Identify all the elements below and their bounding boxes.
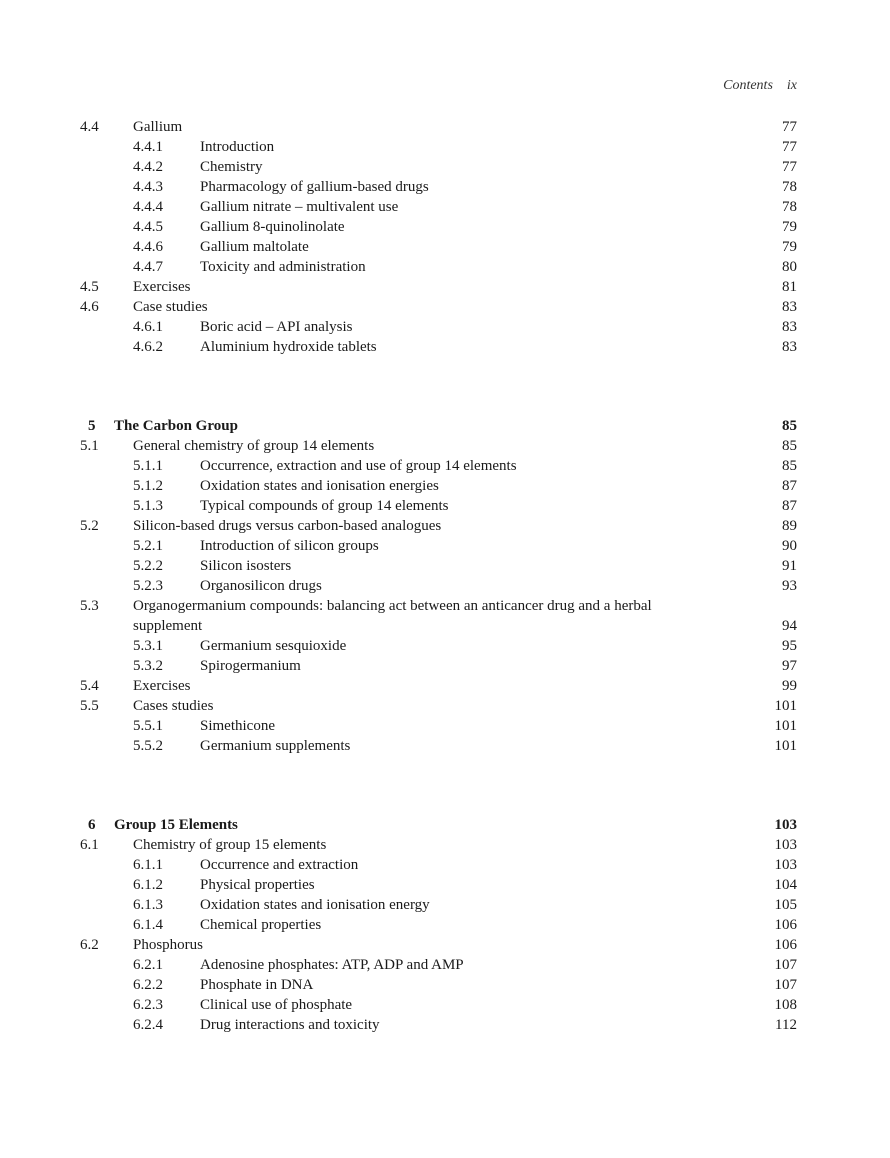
- toc-entry-page: 78: [782, 179, 797, 195]
- toc-entry-title: Drug interactions and toxicity: [200, 1017, 380, 1033]
- toc-entry-page: 83: [782, 319, 797, 335]
- toc-entry[interactable]: [80, 915, 797, 935]
- toc-entry[interactable]: [80, 117, 797, 137]
- toc-entry[interactable]: [80, 596, 797, 616]
- toc-entry[interactable]: [80, 496, 797, 516]
- toc-entry-page: 103: [774, 817, 797, 833]
- toc-entry-page: 85: [782, 438, 797, 454]
- toc-entry[interactable]: [80, 137, 797, 157]
- toc-entry-number: 6.2.4: [133, 1017, 163, 1033]
- toc-entry-page: 101: [774, 698, 797, 714]
- toc-entry-number: 4.4.3: [133, 179, 163, 195]
- running-header-title: Contents: [723, 78, 773, 93]
- toc-entry-number: 4.4: [80, 119, 99, 135]
- toc-entry-page: 106: [774, 917, 797, 933]
- toc-entry-title: Organosilicon drugs: [200, 578, 322, 594]
- toc-entry[interactable]: [80, 955, 797, 975]
- toc-entry-page: 107: [774, 957, 797, 973]
- toc-entry-page: 90: [782, 538, 797, 554]
- toc-entry[interactable]: [80, 935, 797, 955]
- toc-entry-title: Cases studies: [133, 698, 214, 714]
- toc-entry[interactable]: [80, 855, 797, 875]
- toc-entry[interactable]: [80, 516, 797, 536]
- toc-entry-number: 5.1: [80, 438, 99, 454]
- toc-entry-number: 6.1: [80, 837, 99, 853]
- toc-entry-number: 6.1.1: [133, 857, 163, 873]
- toc-chapter-entry[interactable]: [80, 416, 797, 436]
- toc-entry-title: Gallium maltolate: [200, 239, 309, 255]
- toc-entry-number: 5.1.3: [133, 498, 163, 514]
- toc-entry-title: supplement: [133, 618, 203, 634]
- toc-entry-page: 77: [782, 119, 797, 135]
- toc-entry-title: Silicon-based drugs versus carbon-based analogues: [133, 518, 442, 534]
- toc-entry-number: 6.1.3: [133, 897, 163, 913]
- toc-entry-page: 81: [782, 279, 797, 295]
- toc-entry-title: Chemical properties: [200, 917, 322, 933]
- toc-entry-number: 4.4.6: [133, 239, 163, 255]
- toc-entry-number: 5.1.2: [133, 478, 163, 494]
- toc-entry-number: 5.3.2: [133, 658, 163, 674]
- toc-entry-number: 6.2: [80, 937, 99, 953]
- toc-entry[interactable]: [80, 317, 797, 337]
- toc-entry-number: 6.2.3: [133, 997, 163, 1013]
- toc-entry[interactable]: [80, 696, 797, 716]
- toc-entry-page: 79: [782, 219, 797, 235]
- toc-entry[interactable]: [80, 297, 797, 317]
- toc-entry-page: 78: [782, 199, 797, 215]
- toc-entry-title: Adenosine phosphates: ATP, ADP and AMP: [200, 957, 464, 973]
- toc-entry-number: 5.5: [80, 698, 99, 714]
- toc-entry[interactable]: [80, 736, 797, 756]
- toc-entry[interactable]: [80, 636, 797, 656]
- toc-block-chapter-4: [80, 117, 797, 357]
- toc-entry-number: 5.3: [80, 598, 99, 614]
- toc-entry-title: Exercises: [133, 678, 191, 694]
- toc-entry[interactable]: [80, 716, 797, 736]
- toc-entry[interactable]: [80, 835, 797, 855]
- toc-entry-number: 5.2.1: [133, 538, 163, 554]
- toc-entry[interactable]: [80, 1015, 797, 1035]
- toc-entry-title: Germanium supplements: [200, 738, 351, 754]
- toc-entry[interactable]: [80, 237, 797, 257]
- toc-entry-title: Toxicity and administration: [200, 259, 366, 275]
- toc-entry-title: The Carbon Group: [114, 418, 238, 434]
- toc-entry[interactable]: [80, 576, 797, 596]
- toc-entry-title: Spirogermanium: [200, 658, 301, 674]
- toc-entry-title: Gallium 8-quinolinolate: [200, 219, 345, 235]
- toc-entry[interactable]: [80, 436, 797, 456]
- toc-entry-number: 5.2: [80, 518, 99, 534]
- toc-entry-page: 77: [782, 139, 797, 155]
- toc-entry-title: Boric acid – API analysis: [200, 319, 353, 335]
- toc-entry-title: Phosphate in DNA: [200, 977, 314, 993]
- toc-entry-number: 4.5: [80, 279, 99, 295]
- toc-entry-title: Gallium nitrate – multivalent use: [200, 199, 399, 215]
- toc-entry-title: Physical properties: [200, 877, 315, 893]
- toc-entry-number: 6.1.4: [133, 917, 163, 933]
- toc-entry-title: Silicon isosters: [200, 558, 292, 574]
- toc-entry-number: 5.3.1: [133, 638, 163, 654]
- toc-entry-page: 89: [782, 518, 797, 534]
- toc-entry-title: Group 15 Elements: [114, 817, 238, 833]
- toc-entry-title: Oxidation states and ionisation energies: [200, 478, 439, 494]
- toc-entry[interactable]: [80, 995, 797, 1015]
- toc-entry[interactable]: [80, 257, 797, 277]
- toc-entry[interactable]: [80, 656, 797, 676]
- toc-entry-title: Chemistry: [200, 159, 263, 175]
- toc-entry[interactable]: [80, 217, 797, 237]
- running-header: [723, 78, 797, 94]
- toc-entry[interactable]: [80, 556, 797, 576]
- toc-entry-page: 105: [774, 897, 797, 913]
- toc-chapter-entry[interactable]: [80, 815, 797, 835]
- toc-entry-page: 85: [782, 418, 797, 434]
- toc-entry-page: 101: [774, 738, 797, 754]
- toc-entry-number: 5: [88, 418, 96, 434]
- toc-entry-number: 6.1.2: [133, 877, 163, 893]
- toc-entry-number: 5.2.3: [133, 578, 163, 594]
- toc-entry-page: 103: [774, 837, 797, 853]
- toc-entry-page: 97: [782, 658, 797, 674]
- toc-entry[interactable]: [80, 157, 797, 177]
- toc-entry[interactable]: [80, 197, 797, 217]
- toc-entry-number: 6: [88, 817, 96, 833]
- toc-entry-title: Gallium: [133, 119, 183, 135]
- toc-entry-title: Chemistry of group 15 elements: [133, 837, 327, 853]
- toc-entry-title: Aluminium hydroxide tablets: [200, 339, 377, 355]
- page-number: ix: [786, 78, 797, 93]
- toc-entry[interactable]: [80, 676, 797, 696]
- toc-entry-page: 106: [774, 937, 797, 953]
- toc-entry-page: 77: [782, 159, 797, 175]
- toc-entry-title: General chemistry of group 14 elements: [133, 438, 375, 454]
- toc-entry-page: 83: [782, 339, 797, 355]
- toc-entry-number: 5.5.1: [133, 718, 163, 734]
- toc-block-chapter-6: [80, 815, 797, 1035]
- toc-entry-title: Case studies: [133, 299, 208, 315]
- toc-entry[interactable]: [80, 536, 797, 556]
- toc-entry[interactable]: [80, 177, 797, 197]
- toc-entry[interactable]: [80, 476, 797, 496]
- toc-entry[interactable]: [80, 456, 797, 476]
- toc-entry-title: Pharmacology of gallium-based drugs: [200, 179, 429, 195]
- toc-entry-title: Typical compounds of group 14 elements: [200, 498, 449, 514]
- toc-entry-title: Occurrence and extraction: [200, 857, 359, 873]
- toc-entry[interactable]: [80, 895, 797, 915]
- toc-entry-number: 4.4.7: [133, 259, 163, 275]
- toc-entry-page: 107: [774, 977, 797, 993]
- toc-entry-page: 103: [774, 857, 797, 873]
- toc-entry-page: 93: [782, 578, 797, 594]
- toc-entry-number: 5.4: [80, 678, 99, 694]
- toc-entry-number: 6.2.2: [133, 977, 163, 993]
- toc-entry-number: 5.2.2: [133, 558, 163, 574]
- toc-entry-number: 4.4.1: [133, 139, 163, 155]
- toc-entry-title: Introduction of silicon groups: [200, 538, 379, 554]
- toc-entry-title: Organogermanium compounds: balancing act between an anticancer drug and a herbal: [133, 598, 652, 614]
- toc-entry-page: 85: [782, 458, 797, 474]
- toc-entry-page: 79: [782, 239, 797, 255]
- toc-entry-title: Phosphorus: [133, 937, 204, 953]
- toc-entry-number: 4.4.2: [133, 159, 163, 175]
- toc-entry-page: 104: [774, 877, 797, 893]
- toc-entry-number: 6.2.1: [133, 957, 163, 973]
- toc-entry-title: Germanium sesquioxide: [200, 638, 347, 654]
- toc-entry-page: 87: [782, 498, 797, 514]
- toc-entry-number: 4.4.5: [133, 219, 163, 235]
- toc-entry[interactable]: [80, 975, 797, 995]
- toc-entry-page: 95: [782, 638, 797, 654]
- toc-entry-title: Oxidation states and ionisation energy: [200, 897, 430, 913]
- toc-entry-title: Introduction: [200, 139, 275, 155]
- toc-entry[interactable]: [80, 875, 797, 895]
- toc-entry[interactable]: [80, 277, 797, 297]
- toc-entry-title: Simethicone: [200, 718, 275, 734]
- toc-entry-number: 4.6: [80, 299, 99, 315]
- toc-entry-page: 80: [782, 259, 797, 275]
- toc-entry-number: 4.6.1: [133, 319, 163, 335]
- toc-entry-title: Clinical use of phosphate: [200, 997, 353, 1013]
- toc-entry-number: 4.4.4: [133, 199, 163, 215]
- toc-entry-page: 91: [782, 558, 797, 574]
- toc-entry-page: 112: [775, 1017, 797, 1033]
- toc-entry-page: 108: [774, 997, 797, 1013]
- toc-entry-page: 101: [774, 718, 797, 734]
- toc-entry-page: 83: [782, 299, 797, 315]
- toc-entry-page: 94: [782, 618, 797, 634]
- toc-entry-number: 4.6.2: [133, 339, 163, 355]
- toc-entry-number: 5.1.1: [133, 458, 163, 474]
- toc-block-chapter-5: [80, 416, 797, 756]
- toc-entry-page: 99: [782, 678, 797, 694]
- toc-entry[interactable]: [80, 616, 797, 636]
- toc-entry-title: Occurrence, extraction and use of group 14 elements: [200, 458, 517, 474]
- toc-entry-title: Exercises: [133, 279, 191, 295]
- toc-entry-number: 5.5.2: [133, 738, 163, 754]
- toc-entry[interactable]: [80, 337, 797, 357]
- toc-entry-page: 87: [782, 478, 797, 494]
